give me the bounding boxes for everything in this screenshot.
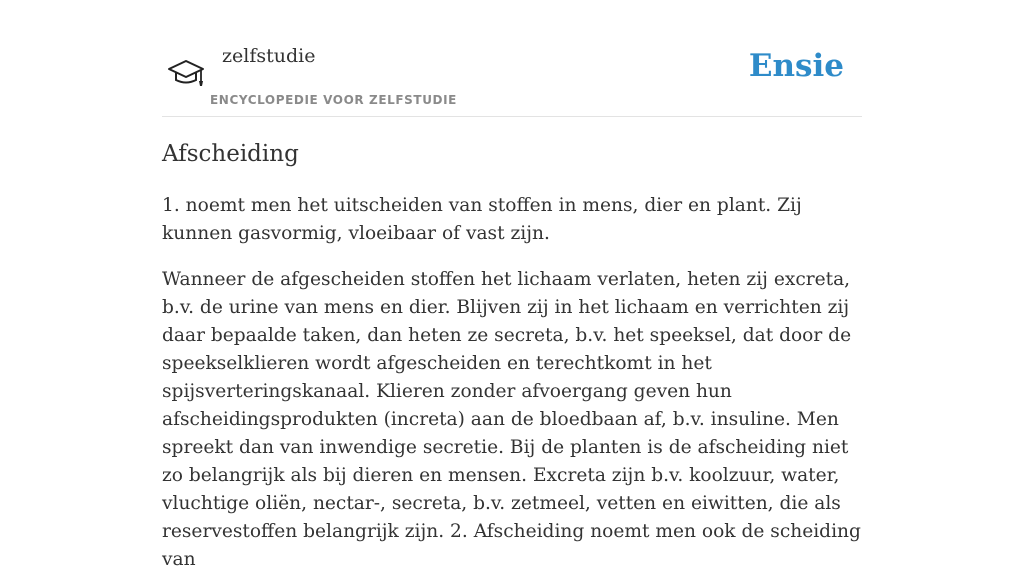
site-tagline: ENCYCLOPEDIE VOOR ZELFSTUDIE — [210, 93, 457, 107]
graduation-cap-icon[interactable] — [165, 53, 207, 93]
site-name[interactable]: zelfstudie — [222, 45, 316, 67]
article-paragraph-2: Wanneer de afgescheiden stoffen het lichaam verlaten, heten zij excreta, b.v. de urine van mens en dier. Blijven zij in het lichaam en verrichten zij daar bepaalde taken, dan heten ze secreta, b.v. het speeksel, dat door de speekselklieren wordt afgescheiden en terechtkomt in het spijsverteringskanaal. Klieren zonder afvoergang geven hun afscheidingsprodukten (increta) aan de bloedbaan af, b.v. insuline. Men spreekt dan van inwendige secretie. Bij de planten is de afscheiding niet zo belangrijk als bij dieren en mensen. Excreta zijn b.v. koolzuur, water, vluchtige oliën, nectar-, secreta, b.v. zetmeel, vetten en eiwitten, die als reservestoffen belangrijk zijn. 2. Afscheiding noemt men ook de scheiding van — [162, 269, 861, 570]
article — [162, 138, 862, 574]
article-paragraph-1: 1. noemt men het uitscheiden van stoffen in mens, dier en plant. Zij kunnen gasvormig, vloeibaar of vast zijn. — [162, 195, 802, 244]
ensie-logo-link[interactable]: Ensie — [748, 48, 844, 84]
site-header — [162, 0, 862, 117]
article-title: Afscheiding — [162, 141, 299, 167]
